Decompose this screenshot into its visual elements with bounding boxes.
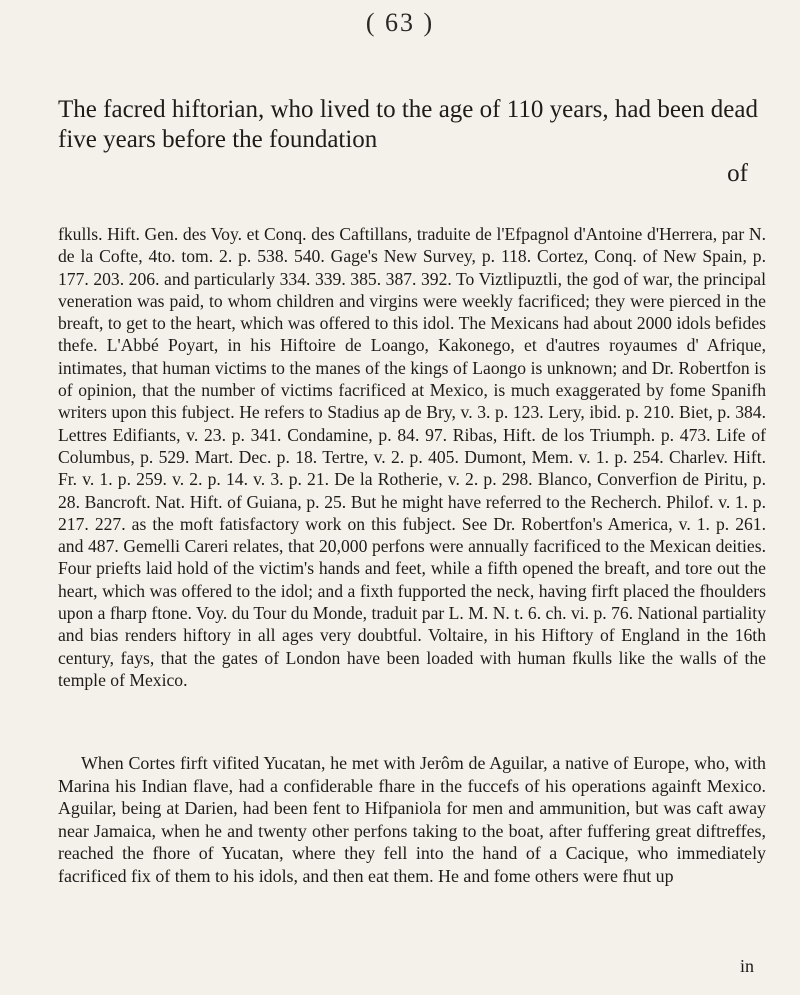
intro-text: The facred hiftorian, who lived to the age of 110 years, had been dead five years before the foundation: [58, 96, 758, 153]
footnote-text: fkulls. Hift. Gen. des Voy. et Conq. des Caftillans, traduite de l'Efpagnol d'Antoine d'Herrera, par N. de la Cofte, 4to. tom. 2. p. 538. 540. Gage's New Survey, p. 118. Cortez, Conq. of New Spain, p. 177. 203. 206. and particularly 334. 339. 385. 387. 392. To Viztlipuztli, the god of war, the principal veneration was paid, to whom children and virgins were weekly facrificed; they were pierced in the breaft, to get to the heart, which was offered to this idol. The Mexicans had about 2000 idols befides thefe. L'Abbé Poyart, in his Hiftoire de Loango, Kakonego, et d'autres royaumes d' Afrique, intimates, that human victims to the manes of the kings of Laongo is unknown; and Dr. Robertfon is of opinion, that the number of victims facrificed at Mexico, is much exaggerated by fome Spanifh writers upon this fubject. He refers to Stadius ap de Bry, v. 3. p. 123. Lery, ibid. p. 210. Biet, p. 384. Lettres Edifiants, v. 23. p. 341. Condamine, p. 84. 97. Ribas, Hift. de los Triumph. p. 473. Life of Columbus, p. 529. Mart. Dec. p. 18. Tertre, v. 2. p. 405. Dumont, Mem. v. 1. p. 254. Charlev. Hift. Fr. v. 1. p. 259. v. 2. p. 14. v. 3. p. 21. De la Rotherie, v. 2. p. 298. Blanco, Converfion de Piritu, p. 28. Bancroft. Nat. Hift. of Guiana, p. 25. But he might have referred to the Recherch. Philof. v. 1. p. 217. 227. as the moft fatisfactory work on this fubject. See Dr. Robertfon's America, v. 1. p. 261. and 487. Gemelli Careri relates, that 20,000 perfons were annually facrificed to the Mexican deities. Four priefts laid hold of the victim's hands and feet, while a fifth opened the breaft, and tore out the heart, which was offered to the idol; and a fixth fupported the neck, having firft placed the fhoulders upon a fharp ftone. Voy. du Tour du Monde, traduit par L. M. N. t. 6. ch. vi. p. 76. National partiality and bias renders hiftory in all ages very doubtful. Voltaire, in his Hiftory of England in the 16th century, fays, that the gates of London have been loaded with human fkulls like the walls of the temple of Mexico.: [58, 224, 766, 690]
bottom-catchword: in: [739, 956, 754, 976]
catchword: of: [727, 160, 748, 187]
body-paragraph: When Cortes firft vifited Yucatan, he met with Jerôm de Aguilar, a native of Europe, who, with Marina his Indian flave, had a confiderable fhare in the fuccefs of his operations againft Mexico. Aguilar, being at Darien, had been fent to Hifpaniola for men and ammunition, but was caft away near Jamaica, when he and twenty other perfons taking to the boat, after fuffering great diftreffes, reached the fhore of Yucatan, where they fell into the hand of a Cacique, who immediately facrificed fix of them to his idols, and then eat them. He and fome others were fhut up: [58, 753, 766, 886]
page-number: ( 63 ): [365, 8, 435, 37]
